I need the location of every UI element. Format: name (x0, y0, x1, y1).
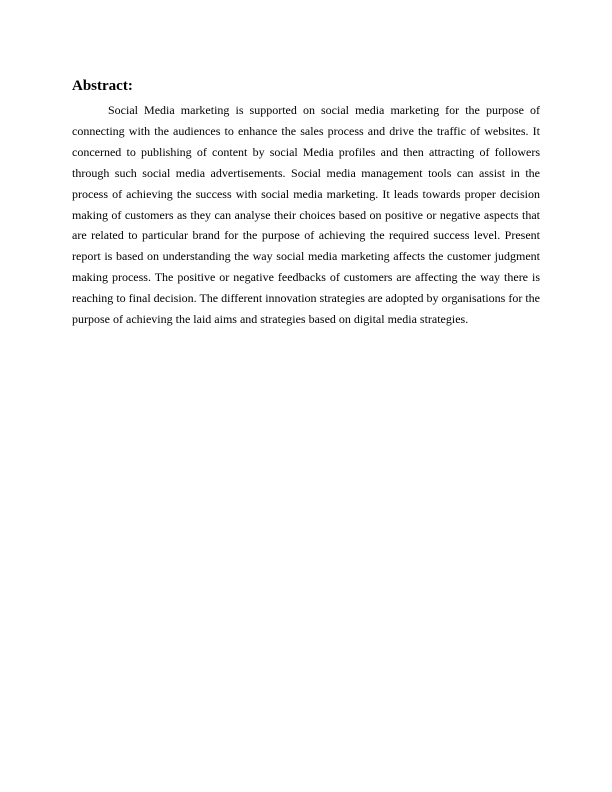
abstract-paragraph: Social Media marketing is supported on social media marketing for the purpose of connecting with the audiences to enhance the sales process and drive the traffic of websites. It concerned to publishing of content by social Media profiles and then attracting of followers through such social media advertisements. Social media management tools can assist in the process of achieving the success with social media marketing. It leads towards proper decision making of customers as they can analyse their choices based on positive or negative aspects that are related to particular brand for the purpose of achieving the required success level. Present report is based on understanding the way social media marketing affects the customer judgment making process. The positive or negative feedbacks of customers are affecting the way there is reaching to final decision. The different innovation strategies are adopted by organisations for the purpose of achieving the laid aims and strategies based on digital media strategies. (72, 103, 540, 327)
section-heading: Abstract: (72, 78, 133, 94)
